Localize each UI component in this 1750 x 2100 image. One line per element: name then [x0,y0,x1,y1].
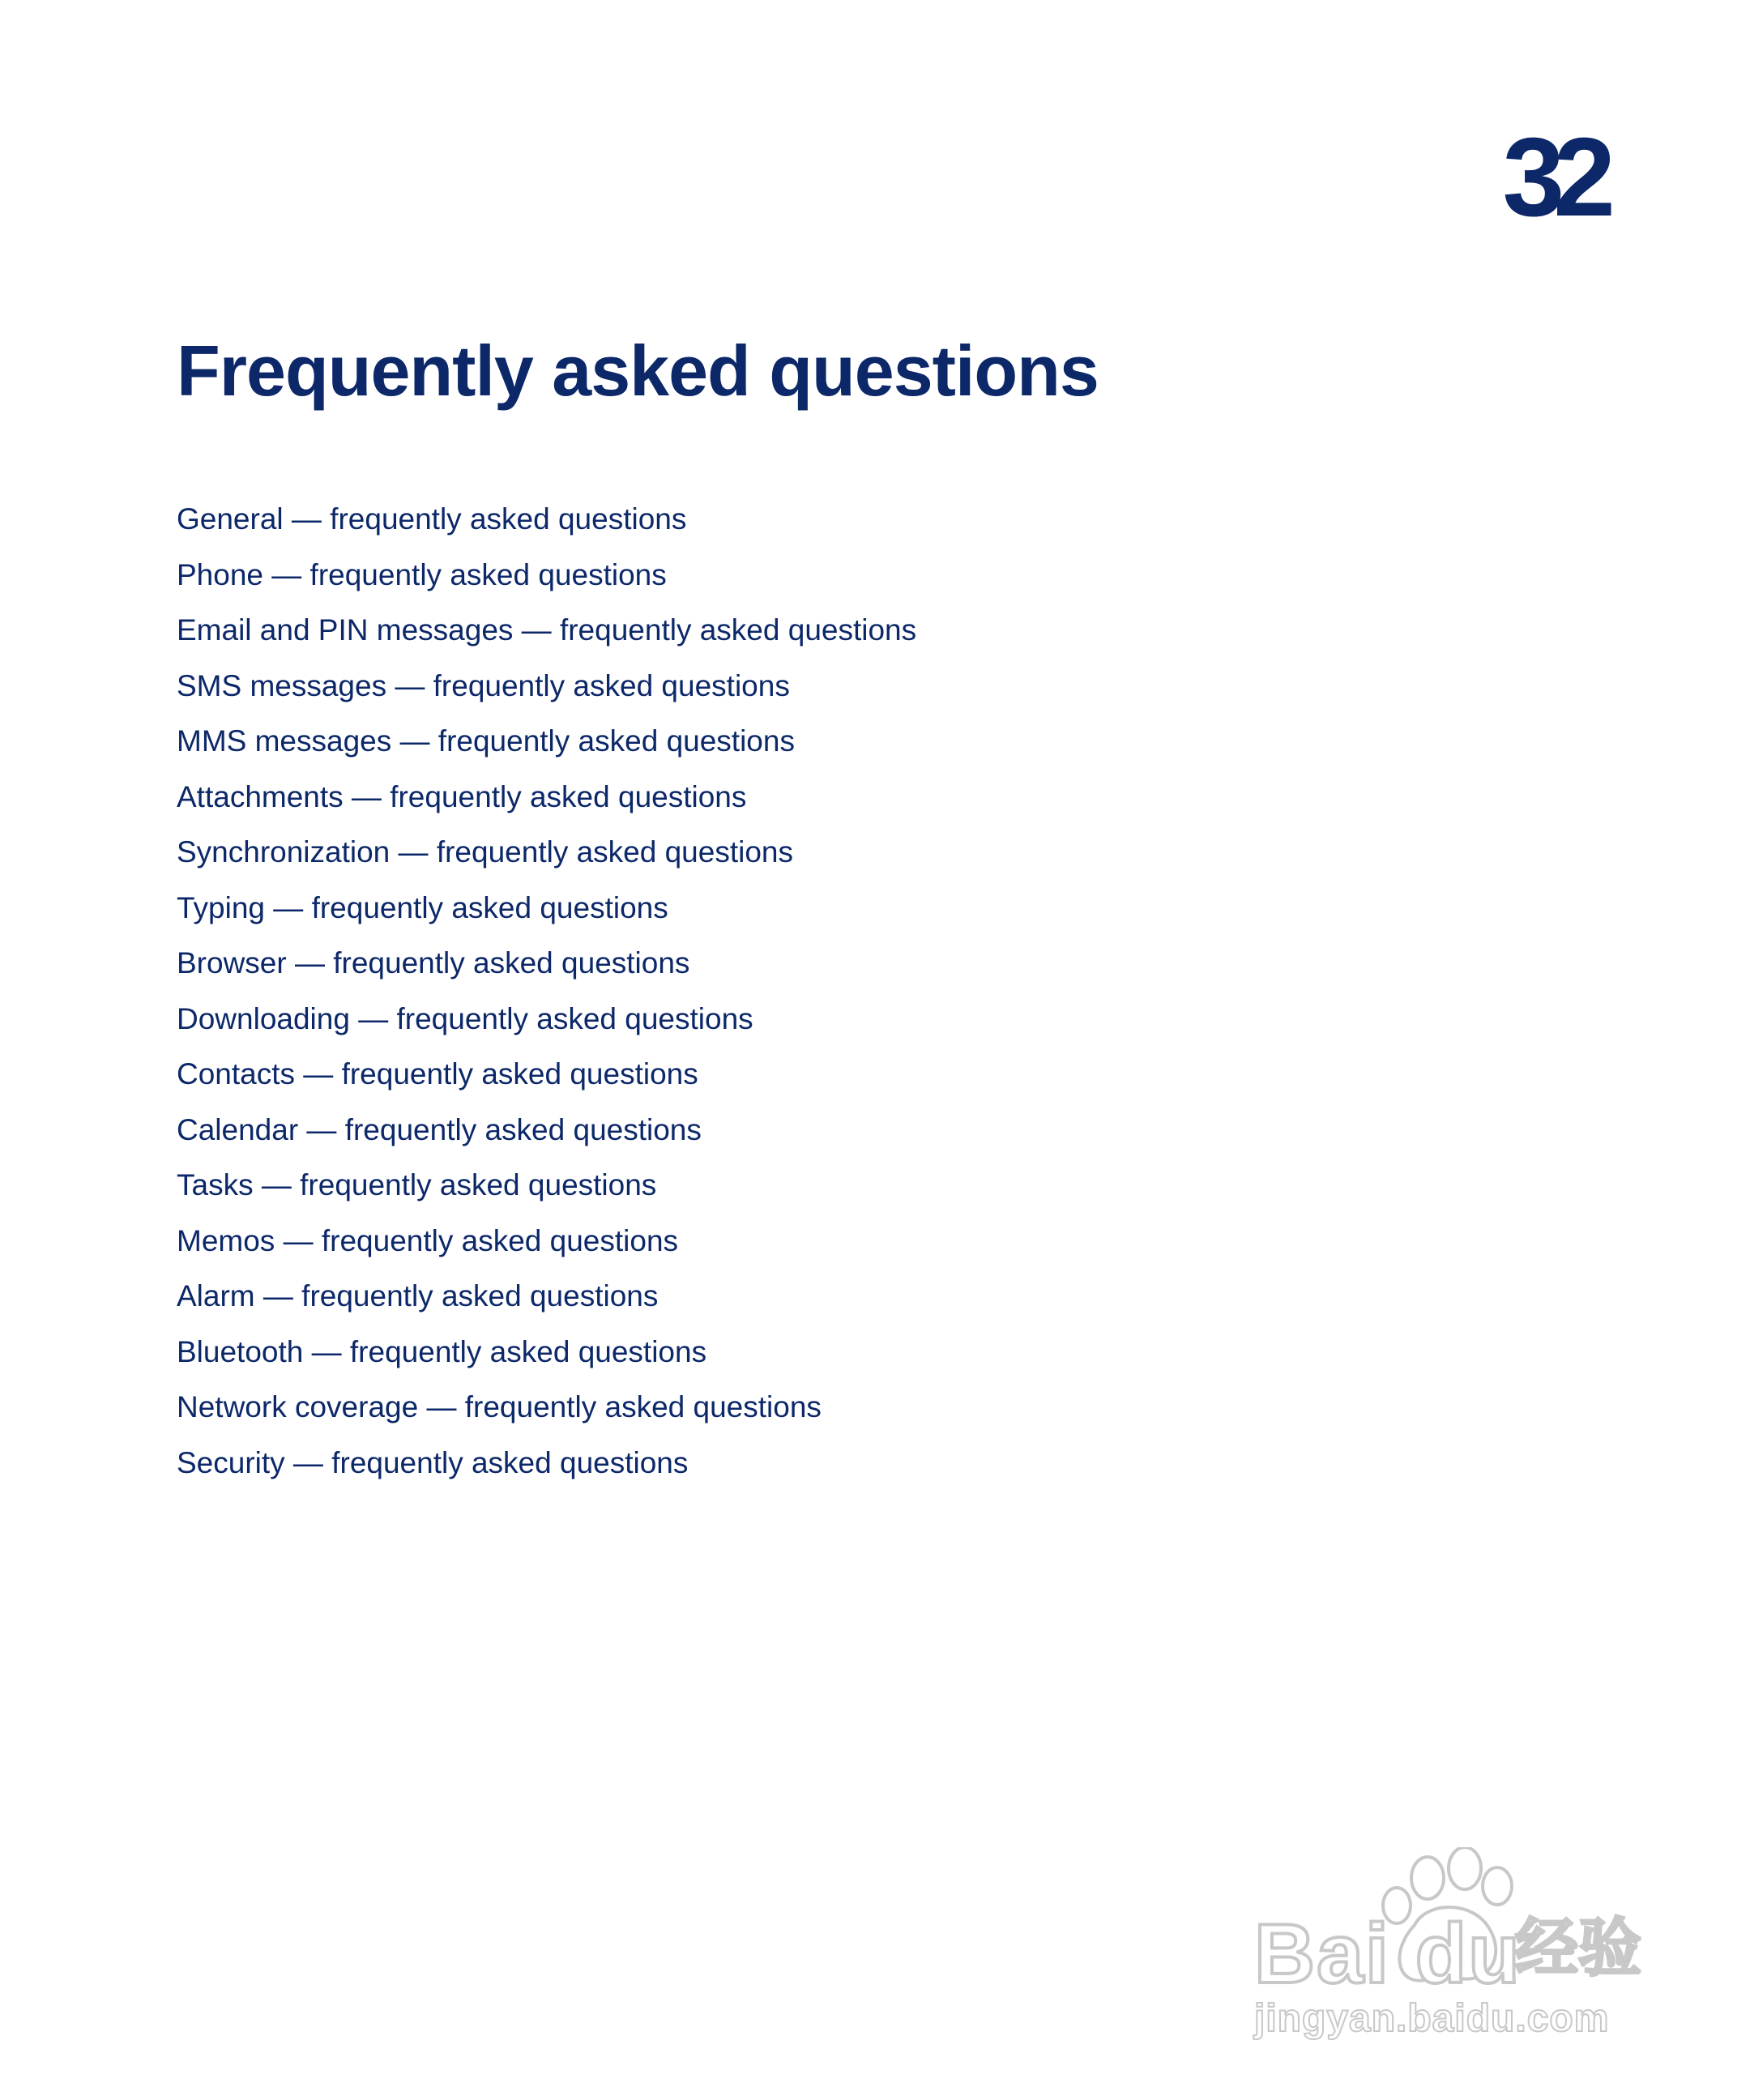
toc-link[interactable]: Alarm — frequently asked questions [177,1279,659,1312]
toc-link[interactable]: SMS messages — frequently asked questions [177,668,790,702]
toc-list [177,497,916,1496]
toc-link[interactable]: Browser — frequently asked questions [177,946,690,980]
toc-item-sms [177,664,916,720]
toc-item-attachments [177,775,916,831]
toc-item-bluetooth [177,1330,916,1386]
toc-link[interactable]: Attachments — frequently asked questions [177,779,747,813]
toc-link[interactable]: Network coverage — frequently asked questions [177,1390,822,1423]
toc-link[interactable]: Email and PIN messages — frequently asked questions [177,613,917,647]
toc-item-calendar [177,1108,916,1164]
toc-item-alarm [177,1274,916,1330]
toc-link[interactable]: Memos — frequently asked questions [177,1223,679,1257]
toc-link[interactable]: Typing — frequently asked questions [177,890,668,924]
toc-item-memos [177,1219,916,1275]
toc-item-phone [177,553,916,609]
toc-item-browser [177,941,916,997]
toc-link[interactable]: Security — frequently asked questions [177,1445,689,1479]
toc-link[interactable]: Tasks — frequently asked questions [177,1168,657,1202]
toc-item-security [177,1441,916,1497]
chapter-number: 32 [1502,115,1604,240]
toc-item-tasks [177,1163,916,1219]
toc-item-typing [177,886,916,942]
toc-item-network-coverage [177,1385,916,1441]
toc-item-downloading [177,997,916,1053]
page-title: Frequently asked questions [177,331,1099,411]
toc-item-mms [177,719,916,775]
toc-link[interactable]: MMS messages — frequently asked questions [177,724,795,758]
toc-link[interactable]: General — frequently asked questions [177,502,687,536]
watermark-brand: Bai du [1254,1907,1522,2001]
toc-item-synchronization [177,830,916,886]
watermark [1248,1847,1653,2042]
watermark-url: jingyan.baidu.com [1254,1997,1610,2040]
toc-link[interactable]: Contacts — frequently asked questions [177,1057,698,1091]
toc-link[interactable]: Downloading — frequently asked questions [177,1001,753,1035]
toc-link[interactable]: Synchronization — frequently asked questions [177,835,793,869]
toc-link[interactable]: Bluetooth — frequently asked questions [177,1334,707,1368]
toc-link[interactable]: Phone — frequently asked questions [177,557,667,591]
toc-item-email-pin [177,608,916,664]
toc-item-contacts [177,1052,916,1108]
toc-item-general [177,497,916,553]
toc-link[interactable]: Calendar — frequently asked questions [177,1112,702,1146]
watermark-brand-cn: 经验 [1515,1912,1642,1985]
